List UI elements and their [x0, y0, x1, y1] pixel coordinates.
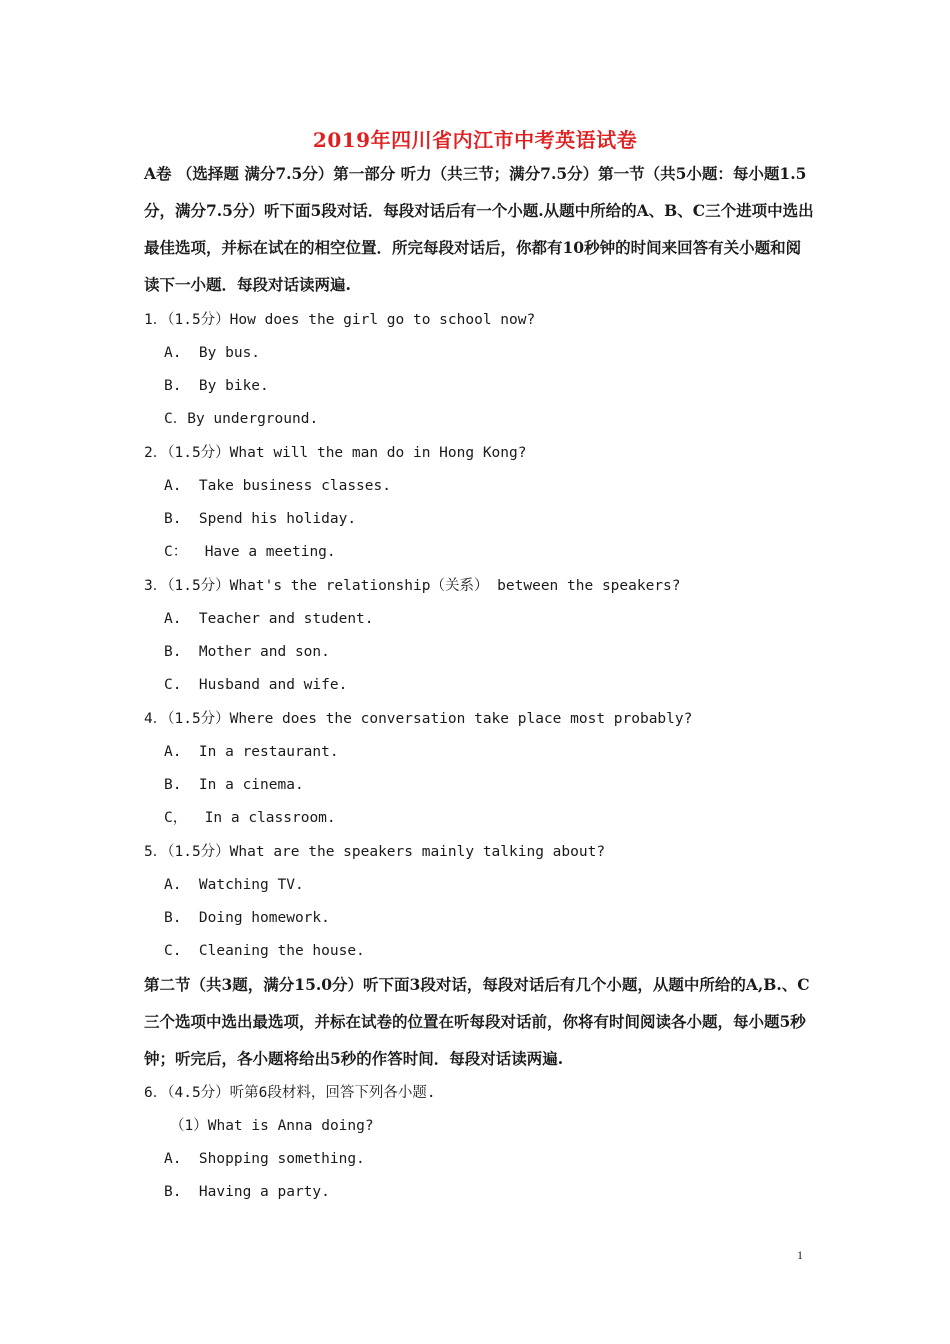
question-5-option-b: B. Doing homework. — [164, 910, 330, 926]
question-5-stem: 5．（1.5分）What are the speakers mainly talking about? — [144, 844, 606, 860]
question-4-option-b: B. In a cinema. — [164, 777, 304, 793]
question-3-stem: 3．（1.5分）What's the relationship（关系） between the speakers? — [144, 578, 681, 594]
page-number: 1 — [797, 1248, 803, 1262]
part1-instructions: A卷 （选择题 满分7.5分）第一部分 听力（共三节；满分7.5分）第一节（共5小题：每小题1.5分，满分7.5分）听下面5段对话．每段对话后有一个小题.从题中所给的A、B、C三个进项中选出最佳选项，并标在试在的相空位置．所完每段对话后，你都有10秒钟的时间来回答有关小题和阅读下一小题．每段对话读两遍. — [144, 164, 814, 294]
question-2-option-c: C： Have a meeting. — [164, 544, 336, 560]
question-3-option-c: C. Husband and wife. — [164, 677, 348, 693]
question-3-option-a: A. Teacher and student. — [164, 611, 374, 627]
question-1-option-b: B. By bike. — [164, 378, 269, 394]
question-6-stem: 6．（4.5分）听第6段材料，回答下列各小题. — [144, 1085, 436, 1101]
question-2-stem: 2．（1.5分）What will the man do in Hong Kong? — [144, 445, 527, 461]
question-2-option-a: A. Take business classes. — [164, 478, 391, 494]
question-5-option-a: A. Watching TV. — [164, 877, 304, 893]
question-4-option-c: C， In a classroom. — [164, 810, 336, 826]
question-6-option-a: A. Shopping something. — [164, 1151, 365, 1167]
question-2-option-b: B. Spend his holiday. — [164, 511, 357, 527]
question-1-stem: 1．（1.5分）How does the girl go to school now? — [144, 312, 536, 328]
question-3-option-b: B. Mother and son. — [164, 644, 330, 660]
question-4-stem: 4．（1.5分）Where does the conversation take place most probably? — [144, 711, 693, 727]
question-5-option-c: C. Cleaning the house. — [164, 943, 365, 959]
question-1-option-c: C．By underground. — [164, 411, 319, 427]
part2-instructions: 第二节（共3题，满分15.0分）听下面3段对话，每段对话后有几个小题，从题中所给的A,B.、C三个选项中选出最选项，并标在试卷的位置在听每段对话前，你将有时间阅读各小题，每小题5秒钟；听完后，各小题将给出5秒的作答时间．每段对话读两遍. — [144, 975, 810, 1068]
question-6-sub-1: （1）What is Anna doing? — [170, 1118, 374, 1134]
question-4-option-a: A. In a restaurant. — [164, 744, 339, 760]
page-title: 2019年四川省内江市中考英语试卷 — [312, 128, 638, 152]
question-1-option-a: A. By bus. — [164, 345, 261, 361]
question-6-option-b: B. Having a party. — [164, 1184, 330, 1200]
